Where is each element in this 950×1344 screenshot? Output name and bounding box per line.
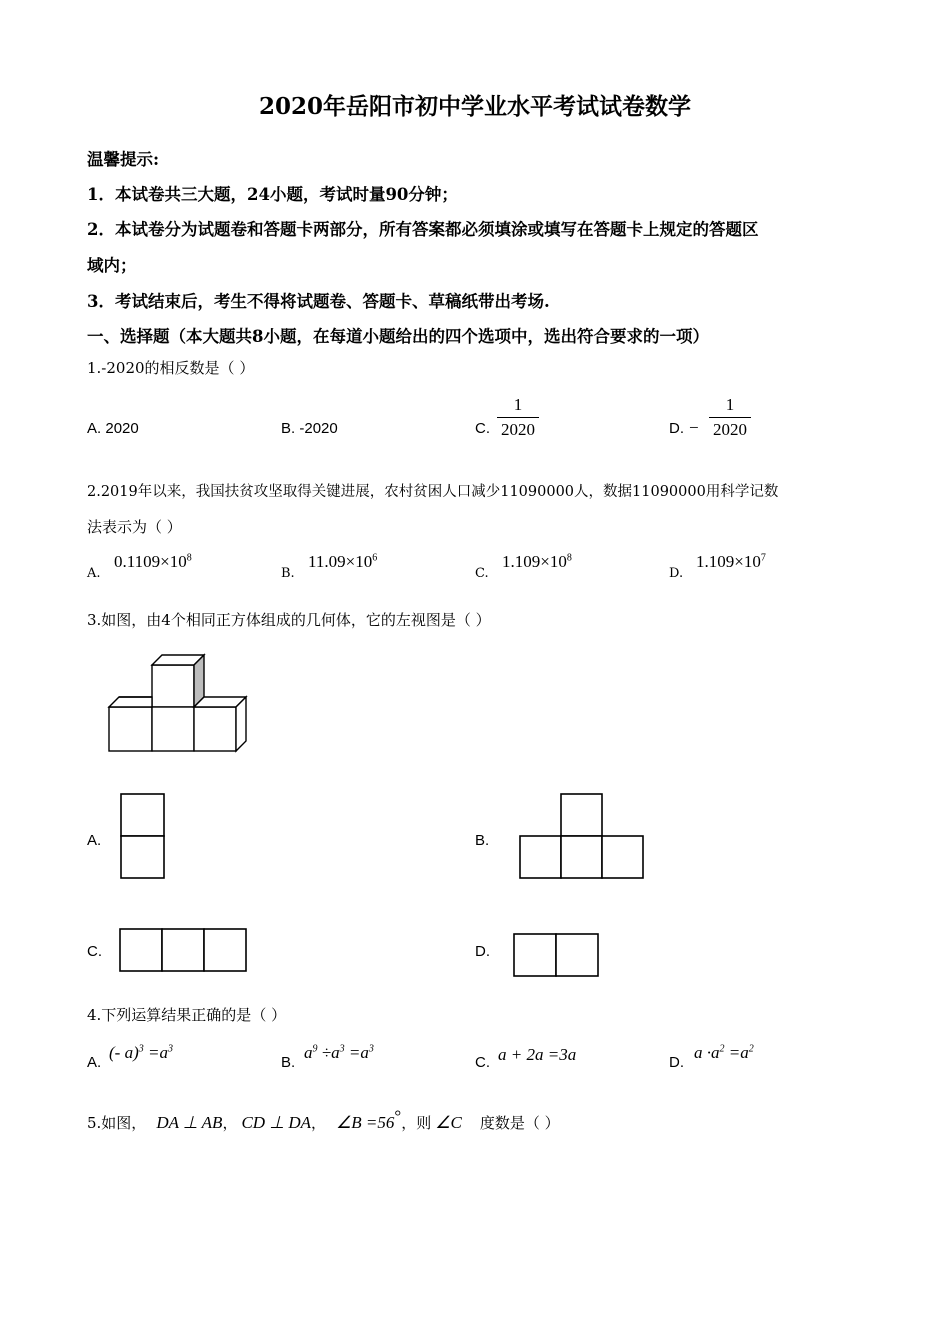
q2-option-a-expr <box>114 552 192 572</box>
q5-stem <box>87 1106 560 1133</box>
option-label: B. <box>281 420 296 437</box>
equals: =a <box>724 1043 749 1062</box>
q3-option-c-label: C. <box>87 943 102 960</box>
q5-prefix: 5.如图， <box>87 1114 147 1132</box>
q4-option-b-expr <box>304 1043 374 1063</box>
coefficient: 1.109×10 <box>502 552 567 571</box>
base: a ·a <box>694 1043 720 1062</box>
q3-solid-figure <box>105 653 255 755</box>
q4-stem: 4.下列运算结果正确的是（ ） <box>87 1006 287 1024</box>
coefficient: 11.09×10 <box>308 552 373 571</box>
option-text: 2020 <box>105 420 139 437</box>
divisor: ÷a <box>317 1043 340 1062</box>
q2-option-c-label: C. <box>475 566 489 581</box>
exponent: 3 <box>368 1043 374 1055</box>
exponent: 2 <box>719 1043 725 1055</box>
q3-stem: 3.如图，由4个相同正方体组成的几何体，它的左视图是（ ） <box>87 611 491 629</box>
page-title: 2020年岳阳市初中学业水平考试试卷数学 <box>258 93 691 120</box>
fraction-bar <box>709 417 751 418</box>
q2-option-d-label: D. <box>669 566 684 581</box>
degree-symbol: ° <box>394 1106 402 1126</box>
equals: =a <box>143 1043 168 1062</box>
q3-option-a-figure <box>120 793 166 879</box>
q1-option-b <box>281 420 338 437</box>
q4-option-c-expr: a + 2a =3a <box>498 1045 577 1064</box>
exponent: 2 <box>748 1043 754 1055</box>
notice-heading: 温馨提示: <box>87 150 160 169</box>
q5-condition-3: ∠B =56 <box>336 1113 395 1132</box>
q5-angle: ∠C <box>435 1113 462 1132</box>
equals: =a <box>344 1043 369 1062</box>
q2-option-c-expr <box>502 552 572 572</box>
exponent: 3 <box>138 1043 144 1055</box>
q2-stem-line-1: 2.2019年以来，我国扶贫攻坚取得关键进展，农村贫困人口减少11090000人，数据11090000用科学记数 <box>87 484 779 500</box>
q1-option-d-sign: − <box>689 418 699 437</box>
q2-option-b-label: B. <box>281 566 295 581</box>
exponent: 9 <box>312 1043 318 1055</box>
section-heading: 一、选择题（本大题共8小题，在每道小题给出的四个选项中，选出符合要求的一项） <box>87 327 709 346</box>
fraction-numerator: 1 <box>513 395 523 414</box>
q1-stem: 1.-2020的相反数是（ ） <box>87 359 255 377</box>
separator: ， <box>222 1114 238 1132</box>
notice-item-2-continued: 域内； <box>87 256 137 275</box>
q5-mid: ，则 <box>401 1114 432 1132</box>
q4-option-b-label: B. <box>281 1054 296 1071</box>
q2-stem-line-2: 法表示为（ ） <box>87 518 182 536</box>
q1-option-d-label: D. <box>669 420 684 437</box>
exponent: 3 <box>339 1043 345 1055</box>
notice-item-1: 1．本试卷共三大题，24小题，考试时量90分钟； <box>87 185 458 204</box>
q4-option-a-label: A. <box>87 1054 102 1071</box>
option-text: -2020 <box>299 420 338 437</box>
q2-option-d-expr <box>696 552 766 572</box>
q3-option-b-label: B. <box>475 832 490 849</box>
q4-option-c-label: C. <box>475 1054 490 1071</box>
q3-option-d-figure <box>513 933 599 977</box>
q2-option-b-expr <box>308 552 377 572</box>
coefficient: 0.1109×10 <box>114 552 187 571</box>
notice-item-2: 2．本试卷分为试题卷和答题卡两部分，所有答案都必须填涂或填写在答题卡上规定的答题区 <box>87 220 759 239</box>
q3-option-c-figure <box>119 928 247 972</box>
q4-option-a-expr <box>109 1043 173 1063</box>
exponent: 8 <box>186 552 192 564</box>
q3-option-b-figure <box>519 793 645 879</box>
option-label: A. <box>87 420 102 437</box>
q5-suffix: 度数是（ ） <box>479 1114 560 1132</box>
q1-option-a <box>87 420 139 437</box>
q4-option-d-label: D. <box>669 1054 684 1071</box>
q5-condition-2: CD ⊥ DA <box>241 1113 312 1132</box>
notice-item-3: 3．考试结束后，考生不得将试题卷、答题卡、草稿纸带出考场. <box>87 292 550 311</box>
q4-option-d-expr <box>694 1043 754 1063</box>
base: a <box>304 1043 313 1062</box>
exponent: 3 <box>167 1043 173 1055</box>
q5-condition-1: DA ⊥ AB <box>156 1113 223 1132</box>
q1-option-c-fraction <box>497 394 539 441</box>
fraction-bar <box>497 417 539 418</box>
fraction-denominator: 2020 <box>713 420 747 439</box>
exponent: 8 <box>566 552 572 564</box>
separator: ， <box>311 1114 327 1132</box>
base: (- a) <box>109 1043 139 1062</box>
coefficient: 1.109×10 <box>696 552 761 571</box>
exponent: 6 <box>372 552 378 564</box>
q3-option-a-label: A. <box>87 832 102 849</box>
q1-option-c-label: C. <box>475 420 490 437</box>
q1-option-d-fraction <box>709 394 751 441</box>
fraction-numerator: 1 <box>725 395 735 414</box>
fraction-denominator: 2020 <box>501 420 535 439</box>
exponent: 7 <box>760 552 766 564</box>
q3-option-d-label: D. <box>475 943 490 960</box>
q2-option-a-label: A. <box>87 566 101 581</box>
